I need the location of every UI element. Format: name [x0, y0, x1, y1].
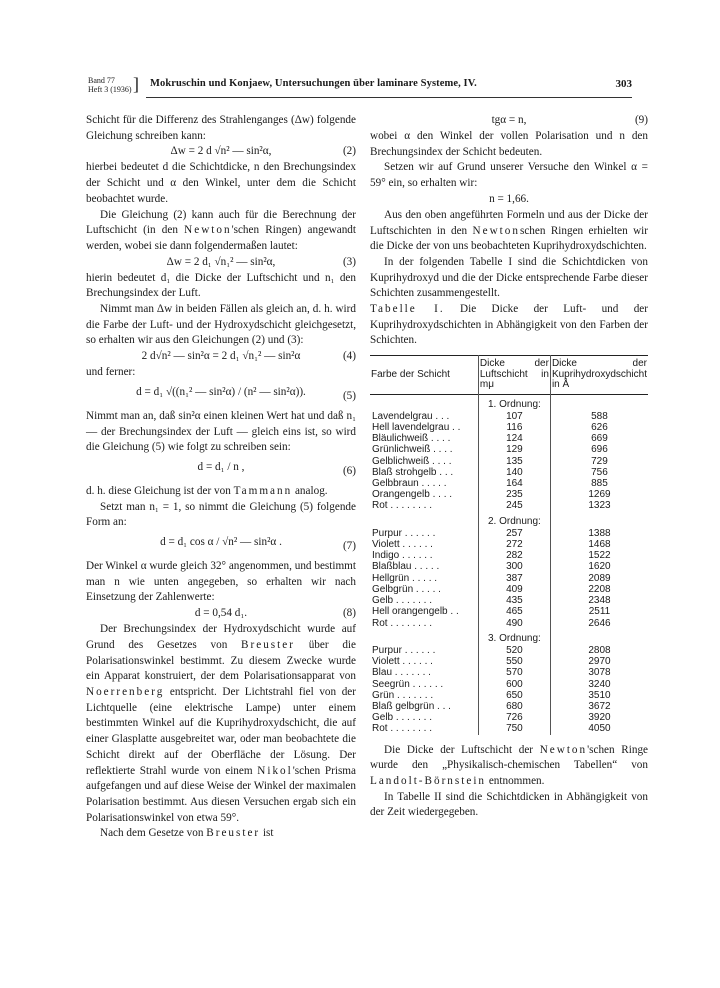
air-thickness-cell: 257 [478, 528, 550, 539]
table-section-row [370, 394, 648, 411]
paragraph: wobei α den Winkel der vollen Polarisation und n den Brechungsindex der Schicht bedeuten. [370, 130, 648, 158]
paragraph: Der Winkel α wurde gleich 32° angenommen, und bestimmt man n wie unten angegeben, so erhalten wir nach Einsetzung der Zahlenwerte: [86, 560, 356, 604]
air-thickness-cell: 116 [478, 422, 550, 433]
air-thickness-cell: 726 [478, 712, 550, 723]
color-cell: Bläulichweiß . . . . [372, 433, 451, 445]
color-cell: Rot . . . . . . . . [372, 617, 433, 629]
table-caption: Tabelle I. Die Dicke der Luft- und der Kuprihydroxydschichten in Abhängigkeit von den Farben der Schichten. [370, 303, 648, 347]
table-row [370, 489, 648, 500]
air-thickness-cell: 135 [478, 456, 550, 467]
color-cell: Purpur . . . . . . [372, 527, 436, 539]
color-cell: Blaß strohgelb . . . [372, 466, 454, 478]
equation-2: Δw = 2 d √n² — sin²α, (2) [170, 145, 356, 158]
section-title: 2. Ordnung: [478, 512, 550, 528]
air-thickness-cell: 235 [478, 489, 550, 500]
air-thickness-cell: 550 [478, 656, 550, 667]
table-row [370, 645, 648, 656]
color-cell: Seegrün . . . . . . [372, 678, 444, 690]
hydroxide-thickness-cell: 2646 [588, 617, 611, 629]
color-cell: Purpur . . . . . . [372, 644, 436, 656]
color-cell: Gelbgrün . . . . . [372, 583, 441, 595]
color-cell: Blaß gelbgrün . . . [372, 700, 451, 712]
air-thickness-cell: 435 [478, 595, 550, 606]
column-header-color: Farbe der Schicht [371, 368, 450, 380]
hydroxide-thickness-cell: 729 [591, 455, 608, 467]
air-thickness-cell: 300 [478, 561, 550, 572]
table-row [370, 539, 648, 550]
hydroxide-thickness-cell: 3920 [588, 712, 611, 724]
color-cell: Hell lavendelgrau . . [372, 422, 461, 434]
color-cell: Violett . . . . . . [372, 656, 433, 668]
table-row [370, 433, 648, 444]
paragraph: und ferner: [86, 366, 136, 379]
hydroxide-thickness-cell: 2208 [588, 583, 611, 595]
table-row [370, 467, 648, 478]
table-row [370, 456, 648, 467]
running-title: Mokruschin und Konjaew, Untersuchungen über laminare Systeme, IV. [150, 78, 477, 89]
air-thickness-cell: 409 [478, 584, 550, 595]
table-body [370, 394, 648, 734]
paragraph: hierbei bedeutet d die Schichtdicke, n den Brechungsindex der Schicht und α den Winkel, unter dem die Schicht beobachtet wurde. [86, 161, 356, 205]
air-thickness-cell: 570 [478, 667, 550, 678]
paragraph: In der folgenden Tabelle I sind die Schichtdicken von Kuprihydroxyd und die der Dicke entsprechende Farbe dieser Schichten zusammengestellt. [370, 255, 648, 300]
table-row [370, 422, 648, 433]
right-column [370, 113, 648, 821]
table-row [370, 550, 648, 561]
heft-label: Heft 3 (1936) [88, 85, 132, 94]
color-cell: Lavendelgrau . . . [372, 410, 450, 422]
hydroxide-thickness-cell: 1522 [588, 550, 611, 562]
equation-3: Δw = 2 d₁ √n₁² — sin²α, (3) [166, 255, 356, 268]
table-row [370, 679, 648, 690]
air-thickness-cell: 465 [478, 606, 550, 617]
section-title: 3. Ordnung: [478, 629, 550, 645]
table-row [370, 584, 648, 595]
paragraph: Aus den oben angeführten Formeln und aus der Dicke der Luftschichten in den Newtonschen Ringen erhielten wir die Dicke der von uns beobachteten Kuprihydroxydschichten. [370, 208, 648, 253]
equation-8: d = 0,54 d₁. (8) [194, 607, 356, 620]
table-row [370, 561, 648, 572]
table-row [370, 690, 648, 701]
paragraph: Der Brechungsindex der Hydroxydschicht wurde auf Grund des Gesetzes von Breuster über die Polarisationswinkel bestimmt. Zu diesem Zwecke wurde ein Apparat konstruiert, der dem Polarisationsapparat von Noerrenberg entspricht. Der Lichtstrahl fiel von der Lichtquelle (eine elektrische Lampe) unter einem bestimmten Winkel auf die Kuprihydroxydschicht, die auf einer Glasplatte ausgebreitet war, oder man beobachtete die Schicht direkt auf der Oberfläche der Lösung. Der reflektierte Strahl wurde von einem Nikol'schen Prisma aufgefangen und auf diese Weise der Winkel der maximalen Polarisation bestimmt. Aus diesen Versuchen ergab sich ein Polarisationswinkel von etwa 59°. [86, 623, 356, 824]
paragraph: Die Gleichung (2) kann auch für die Berechnung der Luftschicht (in den Newton'schen Ringen) angewandt werden, wobei sie dann folgendermaßen lautet: [86, 208, 357, 252]
table-row [370, 500, 648, 511]
hydroxide-thickness-cell: 885 [591, 478, 608, 490]
table-section-row [370, 629, 648, 645]
hydroxide-thickness-cell: 1388 [588, 527, 611, 539]
hydroxide-thickness-cell: 756 [591, 466, 608, 478]
hydroxide-thickness-cell: 4050 [588, 723, 611, 735]
table-row [370, 712, 648, 723]
color-cell: Blau . . . . . . . [372, 667, 431, 679]
table-row [370, 528, 648, 539]
air-thickness-cell: 107 [478, 411, 550, 422]
hydroxide-thickness-cell: 2970 [588, 656, 611, 668]
table-row [370, 606, 648, 617]
table-row [370, 573, 648, 584]
paragraph: Nimmt man Δw in beiden Fällen als gleich an, d. h. wird die Farbe der Luft- und der Hydroxydschicht gleichgesetzt, so erhalten wir aus den Gleichungen (2) und (3): [86, 303, 356, 347]
hydroxide-thickness-cell: 3510 [588, 689, 611, 701]
color-cell: Hellgrün . . . . . [372, 572, 438, 584]
hydroxide-thickness-cell: 3672 [588, 700, 611, 712]
data-table [370, 355, 648, 734]
table-row [370, 478, 648, 489]
air-thickness-cell: 164 [478, 478, 550, 489]
table-row [370, 723, 648, 734]
paragraph: Die Dicke der Luftschicht der Newton'schen Ringe wurde den „Physikalisch-chemischen Tabellen“ von Landolt-Börnstein entnommen. [370, 743, 648, 787]
table-row [370, 667, 648, 678]
paragraph: In Tabelle II sind die Schichtdicken in Abhängigkeit von der Zeit wiedergegeben. [370, 790, 648, 819]
paragraph: Setzt man n₁ = 1, so nimmt die Gleichung (5) folgende Form an: [86, 500, 356, 529]
air-thickness-cell: 129 [478, 444, 550, 455]
left-column [86, 113, 356, 842]
color-cell: Gelbbraun . . . . . [372, 478, 447, 490]
hydroxide-thickness-cell: 1468 [588, 539, 611, 551]
paragraph: Nach dem Gesetze von Breuster ist [100, 827, 274, 840]
hydroxide-thickness-cell: 1323 [588, 500, 611, 512]
table-header-row [370, 356, 648, 395]
table-row [370, 444, 648, 455]
air-thickness-cell: 387 [478, 573, 550, 584]
column-header-air: Dicke der Luftschicht in mμ [478, 356, 550, 395]
table-row [370, 595, 648, 606]
running-header [88, 76, 632, 102]
hydroxide-thickness-cell: 3240 [588, 678, 611, 690]
equation-5: d = d₁ √((n₁² — sin²α) / (n² — sin²α)). (5) [136, 385, 356, 402]
header-bracket: ] [133, 74, 139, 94]
hydroxide-thickness-cell: 3078 [588, 667, 611, 679]
hydroxide-thickness-cell: 2089 [588, 572, 611, 584]
paragraph: Setzen wir auf Grund unserer Versuche den Winkel α = 59° ein, so erhalten wir: [370, 161, 648, 190]
paragraph: d. h. diese Gleichung ist der von Tammann analog. [86, 484, 328, 497]
hydroxide-thickness-cell: 2511 [588, 606, 611, 618]
table-section-row [370, 512, 648, 528]
hydroxide-thickness-cell: 588 [591, 410, 608, 422]
color-cell: Grünlichweiß . . . . [372, 444, 453, 456]
air-thickness-cell: 282 [478, 550, 550, 561]
air-thickness-cell: 650 [478, 690, 550, 701]
color-cell: Hell orangengelb . . [372, 606, 459, 618]
air-thickness-cell: 520 [478, 645, 550, 656]
column-header-hydroxide: Dicke der Kuprihydroxydschicht in Å [551, 358, 647, 391]
color-cell: Grün . . . . . . . [372, 689, 434, 701]
air-thickness-cell: 272 [478, 539, 550, 550]
color-cell: Gelb . . . . . . . [372, 595, 433, 607]
equation-6: d = d₁ / n , (6) [197, 460, 356, 477]
equation-7: d = d₁ cos α / √n² — sin²α . (7) [160, 536, 356, 553]
header-rule [146, 97, 632, 98]
hydroxide-thickness-cell: 1620 [588, 561, 611, 573]
air-thickness-cell: 140 [478, 467, 550, 478]
paragraph: Schicht für die Differenz des Strahlenganges (Δw) folgende Gleichung schreiben kann: [86, 114, 356, 142]
equation-9: tgα = n, (9) [491, 114, 648, 126]
air-thickness-cell: 124 [478, 433, 550, 444]
color-cell: Violett . . . . . . [372, 539, 433, 551]
color-cell: Rot . . . . . . . . [372, 500, 433, 512]
table-row [370, 411, 648, 422]
section-title: 1. Ordnung: [478, 394, 550, 411]
equation-10: n = 1,66. [489, 192, 529, 205]
paragraph: hierin bedeutet d₁ die Dicke der Luftschicht und n₁ den Brechungsindex der Luft. [86, 271, 356, 300]
table-row [370, 701, 648, 712]
hydroxide-thickness-cell: 2808 [588, 644, 611, 656]
color-cell: Rot . . . . . . . . [372, 723, 433, 735]
hydroxide-thickness-cell: 669 [591, 433, 608, 445]
table-row [370, 656, 648, 667]
air-thickness-cell: 490 [478, 618, 550, 629]
paragraph: Nimmt man an, daß sin²α einen kleinen Wert hat und daß n₁ — der Brechungsindex der Luft — gleich eins ist, so wird die Gleichung (5) wie folgt zu schreiben sein: [86, 409, 356, 454]
hydroxide-thickness-cell: 696 [591, 444, 608, 456]
color-cell: Blaßblau . . . . . [372, 561, 440, 573]
air-thickness-cell: 680 [478, 701, 550, 712]
volume-info [88, 76, 132, 94]
color-cell: Orangengelb . . . . [372, 489, 453, 501]
page-number: 303 [615, 78, 632, 90]
color-cell: Gelb . . . . . . . [372, 712, 433, 724]
equation-4: 2 d√n² — sin²α = 2 d₁ √n₁² — sin²α (4) [141, 350, 356, 363]
air-thickness-cell: 245 [478, 500, 550, 511]
table-row [370, 618, 648, 629]
hydroxide-thickness-cell: 626 [591, 422, 608, 434]
air-thickness-cell: 600 [478, 679, 550, 690]
air-thickness-cell: 750 [478, 723, 550, 734]
color-cell: Indigo . . . . . . [372, 550, 433, 562]
band-label: Band 77 [88, 76, 115, 85]
color-cell: Gelblichweiß . . . . [372, 455, 452, 467]
hydroxide-thickness-cell: 1269 [588, 489, 611, 501]
hydroxide-thickness-cell: 2348 [588, 595, 611, 607]
